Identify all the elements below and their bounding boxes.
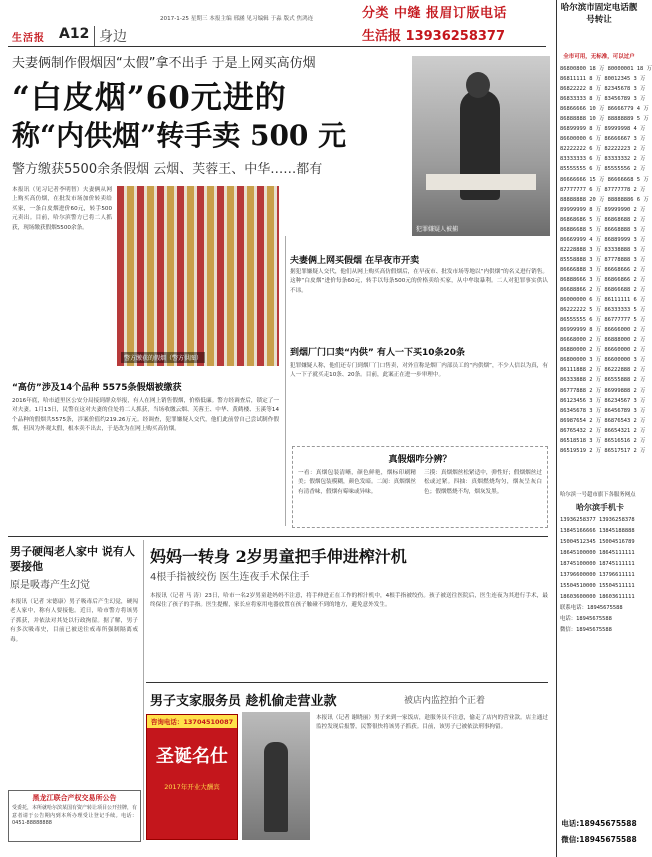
mobile-number-listing: 电话：18945675588 <box>560 616 612 622</box>
mobile-number-listing: 15504510000 15504511111 <box>560 583 635 589</box>
mobile-number-listing: 13845166666 13845188888 <box>560 528 635 534</box>
phone-number-listing: 86888888 10 万 88888889 5 万 <box>560 116 649 123</box>
story4-subhead: 被店内监控拍个正着 <box>404 696 486 706</box>
lead-headline-line1: “白皮烟”60元进的 <box>12 80 287 116</box>
phone-number-listing: 86833333 8 万 83456789 3 万 <box>560 96 646 103</box>
phone-number-listing: 86800000 3 万 86600000 3 万 <box>560 357 646 364</box>
bottom-ad-red-line2: 圣诞名仕 <box>156 746 228 767</box>
phone-number-listing: 82222222 6 万 82222223 2 万 <box>560 146 646 153</box>
lead-kicker: 夫妻俩制作假烟因“太假”拿不出手 于是上网买高仿烟 <box>12 56 316 71</box>
lead-side-text: 据犯罪嫌疑人交代，他们从网上购买高仿假烟后，在早夜市、批发市场等地以“内供烟”的名义进行销售。这种“白皮烟”进价每条60元，转手以每条500元的价格卖给买家，从中牟取暴利。二人对犯罪事实供认不讳。 <box>290 269 548 294</box>
phone-number-listing: 86333888 2 万 86555888 2 万 <box>560 377 646 384</box>
phone-number-listing: 86999999 8 万 86666000 2 万 <box>560 327 646 334</box>
mobile-number-listing: 微信：18945675588 <box>560 627 612 633</box>
phone-number-listing: 83333333 6 万 83333332 2 万 <box>560 156 646 163</box>
mobile-number-listing: 18745100000 18745111111 <box>560 561 635 567</box>
page-number: A12 <box>59 26 90 42</box>
phone-number-listing: 86518518 3 万 86516516 2 万 <box>560 437 646 444</box>
section-rule-2 <box>146 682 548 683</box>
tip-box-text-2: 三摸：真烟烟丝松紧适中，弹性好；假烟烟丝过松或过紧。四抽：真烟燃烧均匀，烟灰呈灰白色；假烟燃烧不均，烟灰发黑。 <box>424 470 542 495</box>
lead-intro-text: 本报讯（见习记者李明智）夫妻俩从网上购买高仿烟，在批发市场加价转卖给买家，一条白皮烟进价60元，转手500元卖出。目前，哈尔滨警方已将二人抓获，现场缴获假烟5500余条。 <box>12 187 112 231</box>
right-column-title: 哈尔滨市固定电话靓号转让 <box>560 3 638 25</box>
phone-number-listing: 86765432 2 万 86654321 2 万 <box>560 427 646 434</box>
story4-text: 本报讯（记者 谢晓丽）男子来到一家饭店，趁服务员不注意，偷走了店内的营业款。店主通过监控发现后报警，民警很快将该男子抓获。目前，该男子已被依法刑事拘留。 <box>316 715 548 731</box>
phone-number-listing: 86886688 5 万 86668888 3 万 <box>560 226 646 233</box>
desk <box>426 174 536 190</box>
tip-box <box>292 446 548 528</box>
tip-box-title: 真假烟咋分辨？ <box>388 455 452 465</box>
story4-headline: 男子支家服务员 趁机偷走营业款 <box>150 694 337 709</box>
story4-photo <box>242 712 310 840</box>
bottom-ad-red-line3: 2017年开业大酬宾 <box>164 783 220 791</box>
story3-text: 本报讯（记者 马 涛）23日，哈市一名2岁男童趁妈妈不注意，将手伸进正在工作的榨汁机中，4根手指被绞伤。孩子被送往医院后，医生连夜为其进行手术，最终保住了孩子的手指。医生提醒，家长应将家用电器放置在孩子触碰不到的地方，避免意外发生。 <box>150 593 548 609</box>
right-column-footer <box>560 490 640 808</box>
phone-number-listing: 86669999 4 万 86889999 3 万 <box>560 236 646 243</box>
mobile-number-listing: 哈尔滨手机卡 <box>576 503 624 512</box>
lead-headline-line2: 称“内供烟”转手卖 500 元 <box>12 119 347 152</box>
masthead-rule <box>8 46 546 47</box>
top-ad-line1: 分类 中缝 报眉订版电话 <box>362 6 508 21</box>
phone-number-listing: 86868686 5 万 86868688 2 万 <box>560 216 646 223</box>
story2-headline: 男子硬闯老人家中 说有人要接他 <box>10 545 135 573</box>
phone-number-listing: 88888888 20 万 88888886 6 万 <box>560 196 649 203</box>
top-ad-line2: 生活报 13936258377 <box>362 29 506 44</box>
mobile-number-listing: 18645100000 18645111111 <box>560 550 635 556</box>
mobile-number-listing: 13796600000 13796611111 <box>560 572 635 578</box>
top-classified-ad <box>362 2 552 44</box>
bottom-ad-red-line1: 咨询电话：13704510087 <box>147 715 237 728</box>
phone-number-listing: 89999999 8 万 89999990 2 万 <box>560 206 646 213</box>
right-column-numbers <box>560 64 652 484</box>
paper-name: 生活报 <box>12 33 45 44</box>
phone-number-listing: 86688866 2 万 86866688 2 万 <box>560 287 646 294</box>
phone-number-listing: 86888666 3 万 86866866 2 万 <box>560 276 646 283</box>
phone-number-listing: 86866666 10 万 86666779 4 万 <box>560 106 649 113</box>
lead-side-text-2: 犯罪嫌疑人称，他们还专门到烟厂门口售卖，对外宣称是烟厂内部员工的“内供烟”，不少人信以为真，有人一下子就买走10条、20条。目前，此案正在进一步审理中。 <box>290 363 548 379</box>
phone-number-listing: 86222222 5 万 86333333 5 万 <box>560 307 646 314</box>
phone-number-listing: 86668000 2 万 86888000 2 万 <box>560 337 646 344</box>
story4-figure <box>264 742 288 832</box>
lead-subsection-1-title: “高仿”涉及14个品种 5575条假烟被缴获 <box>12 383 182 393</box>
phone-number-listing: 86666888 3 万 86668666 2 万 <box>560 266 646 273</box>
phone-number-listing: 86555555 6 万 86777777 5 万 <box>560 317 646 324</box>
mobile-number-listing: 18603600000 18603611111 <box>560 594 635 600</box>
phone-number-listing: 86899999 8 万 89999998 4 万 <box>560 126 646 133</box>
phone-number-listing: 85555555 6 万 85555556 2 万 <box>560 166 646 173</box>
column-rule-2 <box>143 540 144 840</box>
phone-number-listing: 85558888 3 万 87778888 3 万 <box>560 256 646 263</box>
right-classified-column <box>556 0 652 857</box>
story2-text: 本报讯（记者 宋德康）男子吸毒后产生幻觉，硬闯老人家中，称有人要接他。近日，哈市警方将该男子抓获，并依法对其处以行政拘留。据了解，男子有多次吸毒史，目前已被送往戒毒所强制隔离戒毒。 <box>10 599 138 643</box>
phone-number-listing: 86777888 2 万 86999888 2 万 <box>560 387 646 394</box>
right-column-phone: 电话:18945675588 <box>561 819 637 828</box>
bottom-ad-exchange-title: 黑龙江联合产权交易所公告 <box>32 794 117 802</box>
mobile-number-listing: 13936258377 13936258378 <box>560 517 635 523</box>
phone-number-listing: 86345678 3 万 86456789 3 万 <box>560 407 646 414</box>
story3-subhead: 4根手指被绞伤 医生连夜手术保住手 <box>150 572 310 583</box>
phone-number-listing: 86519519 2 万 86517517 2 万 <box>560 447 646 454</box>
story2-subhead: 原是吸毒产生幻觉 <box>10 580 90 591</box>
phone-number-listing: 87777777 6 万 87777778 2 万 <box>560 186 646 193</box>
section-rule-1 <box>8 536 548 537</box>
phone-number-listing: 86666666 15 万 86666668 5 万 <box>560 176 649 183</box>
bottom-ad-red <box>146 714 238 840</box>
section-name: 身边 <box>94 26 127 46</box>
lead-subsection-1-text: 2016年底，哈市道里区公安分局接到群众举报，有人在网上销售假烟，价格低廉。警方经调查后，锁定了一对夫妻。1月13日，民警在这对夫妻的住处将二人抓获，当场收缴云烟、芙蓉王、中华、黄鹤楼、玉溪等14个品种的假烟共5575条，涉案价值约219.26万元。经调查，犯罪嫌疑人交代，他们此前曾自己尝试制作假烟，但因为外观太假，根本卖不出去，于是改为在网上购买高仿烟。 <box>12 398 279 433</box>
story3-headline: 妈妈一转身 2岁男童把手伸进榨汁机 <box>150 547 407 566</box>
suspect-head <box>466 72 490 98</box>
lead-subhead: 警方缴获5500余条假烟 云烟、芙蓉王、中华……都有 <box>12 162 323 177</box>
phone-number-listing: 86811111 8 万 80012345 3 万 <box>560 76 646 83</box>
phone-number-listing: 86987654 2 万 86876543 2 万 <box>560 417 646 424</box>
phone-number-listing: 86111888 2 万 86222888 2 万 <box>560 367 646 374</box>
phone-number-listing: 86123456 3 万 86234567 3 万 <box>560 397 646 404</box>
date-line: 2017-1-25 星期三 本报主编 邢涵 见习编辑 于淼 版式 焦鸿连 <box>160 16 314 22</box>
phone-number-listing: 86800800 18 万 80000001 18 万 <box>560 66 652 72</box>
seized-cigarettes-caption: 警方缴获的假烟（警方供图） <box>121 352 205 363</box>
mobile-number-listing: 哈尔滨一号超市旗下各服务网点 <box>560 492 636 498</box>
phone-number-listing: 86822222 8 万 82345678 3 万 <box>560 86 646 93</box>
bottom-ad-exchange-text: 受委托，本所就哈尔滨某国有资产转让项目公开挂牌，有意者请于公告期内到本所办理受让登记手续。电话：0451-88888888 <box>12 805 138 826</box>
seized-cigarettes-photo <box>117 186 279 366</box>
column-rule-1 <box>285 236 286 526</box>
mobile-number-listing: 15004512345 15004516789 <box>560 539 635 545</box>
bottom-ad-exchange <box>8 790 141 842</box>
lead-side-head: 夫妻俩上网买假烟 在早夜市开卖 <box>290 256 420 266</box>
phone-number-listing: 86000000 6 万 86111111 6 万 <box>560 297 646 304</box>
right-column-wechat: 微信:18945675588 <box>561 835 637 844</box>
phone-number-listing: 82228888 3 万 83338888 3 万 <box>560 246 646 253</box>
phone-number-listing: 86600000 6 万 86666667 3 万 <box>560 136 646 143</box>
mobile-number-listing: 联系电话：18945675588 <box>560 605 623 611</box>
phone-number-listing: 86880000 2 万 86660000 2 万 <box>560 347 646 354</box>
lead-side-head-2: 到烟厂门口卖“内供” 有人一下买10条20条 <box>290 348 466 358</box>
suspect-photo-caption: 犯罪嫌疑人被捕 <box>416 226 459 233</box>
tip-box-text-1: 一看：真烟包装清晰，颜色鲜艳，烟标印刷精美；假烟包装模糊，颜色发暗。二闻：真烟烟丝有清香味，假烟有霉味或异味。 <box>298 470 416 495</box>
right-column-sub-label: 全市可用，无标准，可以过户 <box>563 54 635 60</box>
suspect-photo <box>412 56 550 236</box>
